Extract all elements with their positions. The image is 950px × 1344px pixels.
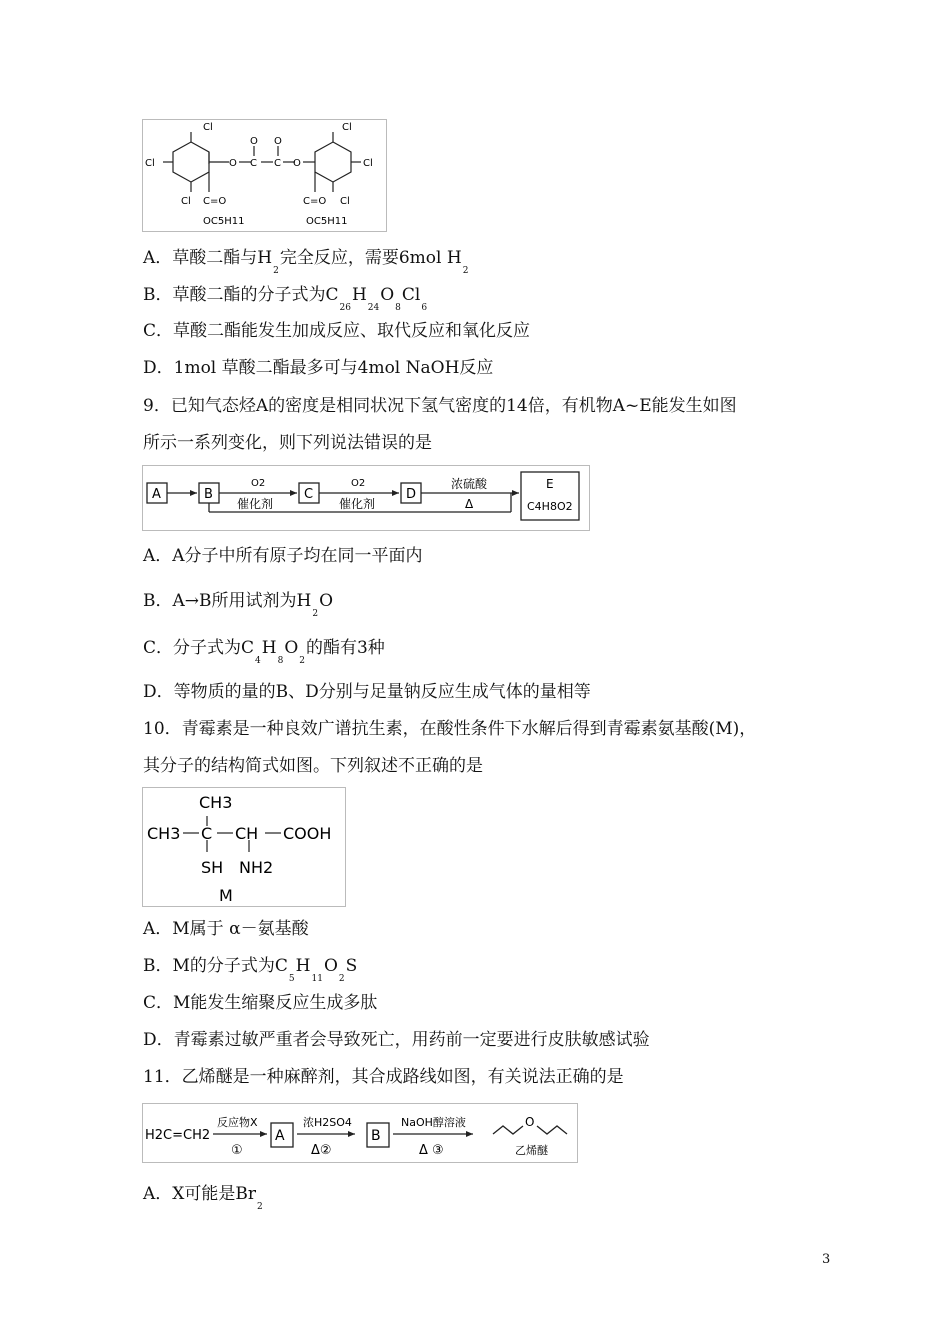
q8-option-d: D．1mol 草酸二酯最多可与4mol NaOH反应 — [143, 358, 494, 378]
catalyst-label: 催化剂 — [237, 497, 274, 511]
structure-label: C — [250, 158, 257, 169]
naoh-alcohol: NaOH醇溶液 — [401, 1116, 466, 1129]
q10-option-d: D．青霉素过敏严重者会导致死亡，用药前一定要进行皮肤敏感试验 — [143, 1030, 650, 1050]
q10-stem-line-2: 其分子的结构简式如图。下列叙述不正确的是 — [143, 756, 483, 776]
reagent-x: 反应物X — [217, 1116, 258, 1129]
q10-option-a: A．M属于 α－氨基酸 — [143, 919, 309, 939]
structure-label: Cl — [181, 196, 191, 207]
cooh-group: COOH — [283, 824, 332, 843]
structure-label: Cl — [363, 158, 373, 169]
step-1: ① — [231, 1143, 243, 1158]
q9-option-c: C．分子式为$C_4H_8O_2$的酯有3种 — [143, 638, 385, 666]
q10-stem-line-1: 10．青霉素是一种良效广谱抗生素，在酸性条件下水解后得到青霉素氨基酸(M)， — [143, 719, 757, 739]
structure-label: C=O — [203, 196, 227, 207]
structure-label: C — [274, 158, 281, 169]
structure-label: OC5H11 — [306, 216, 348, 227]
q11-stem: 11．乙烯醚是一种麻醉剂，其合成路线如图，有关说法正确的是 — [143, 1067, 624, 1087]
q9-reaction-diagram — [142, 465, 590, 531]
heat-label: Δ — [465, 497, 474, 511]
q9-option-a: A．A分子中所有原子均在同一平面内 — [143, 546, 423, 566]
e-formula: C4H8O2 — [527, 500, 573, 513]
ch-group: CH — [235, 824, 259, 843]
conc-h2so4: 浓H2SO4 — [303, 1116, 352, 1129]
box-b: B — [204, 487, 213, 502]
structure-label: O — [250, 136, 258, 147]
q11-synthesis-route — [142, 1103, 578, 1163]
q8-option-b: B．草酸二酯的分子式为$C_{26}H_{24}O_8Cl_6$ — [143, 285, 428, 313]
q10-option-b: B．M的分子式为$C_5H_{11}O_2S$ — [143, 956, 358, 984]
catalyst-label: 催化剂 — [339, 497, 376, 511]
page-number: 3 — [822, 1252, 831, 1267]
structure-label: Cl — [145, 158, 155, 169]
structure-label: OC5H11 — [203, 216, 245, 227]
structure-label: O — [274, 136, 282, 147]
ch3-top: CH3 — [199, 793, 233, 812]
q10-option-c: C．M能发生缩聚反应生成多肽 — [143, 993, 378, 1013]
o2-label: O2 — [351, 478, 366, 489]
q9-stem-line-1: 9．已知气态烃A的密度是相同状况下氢气密度的14倍，有机物A~E能发生如图 — [143, 396, 737, 416]
o2-label: O2 — [251, 478, 266, 489]
structure-label: Cl — [342, 122, 352, 133]
structure-label: C=O — [303, 196, 327, 207]
box-a: A — [275, 1128, 285, 1144]
ether-oxygen: O — [525, 1115, 535, 1129]
oxalate-diester-svg — [143, 120, 386, 231]
q8-option-c: C．草酸二酯能发生加成反应、取代反应和氧化反应 — [143, 321, 531, 341]
ch3-left: CH3 — [147, 824, 181, 843]
ethylene: H2C=CH2 — [145, 1128, 211, 1143]
q11-option-a: A．X可能是$Br_2$ — [143, 1184, 263, 1212]
acid-label: 浓硫酸 — [451, 477, 488, 491]
box-d: D — [406, 487, 417, 502]
q9-option-b: B．A→B所用试剂为$H_2O$ — [143, 591, 334, 619]
c-atom: C — [201, 824, 213, 843]
step-2: Δ② — [311, 1143, 332, 1158]
oxalate-diester-structure — [142, 119, 387, 232]
sh-group: SH — [201, 858, 224, 877]
nh2-group: NH2 — [239, 858, 274, 877]
step-3: Δ ③ — [419, 1143, 444, 1158]
q9-stem-line-2: 所示一系列变化，则下列说法错误的是 — [143, 433, 432, 453]
box-a: A — [152, 487, 161, 502]
structure-label: Cl — [203, 122, 213, 133]
box-b: B — [371, 1128, 381, 1144]
penicillamine-structure — [142, 787, 346, 907]
vinyl-ether-label: 乙烯醚 — [515, 1144, 548, 1157]
structure-label: Cl — [340, 196, 350, 207]
structure-label: O — [293, 158, 301, 169]
q9-option-d: D．等物质的量的B、D分别与足量钠反应生成气体的量相等 — [143, 682, 591, 702]
structure-label: O — [229, 158, 237, 169]
structure-label-m: M — [219, 886, 233, 905]
box-e: E — [546, 477, 554, 491]
box-c: C — [304, 487, 314, 502]
q8-option-a: A．草酸二酯与$H_2$完全反应，需要6mol $H_2$ — [143, 248, 469, 276]
